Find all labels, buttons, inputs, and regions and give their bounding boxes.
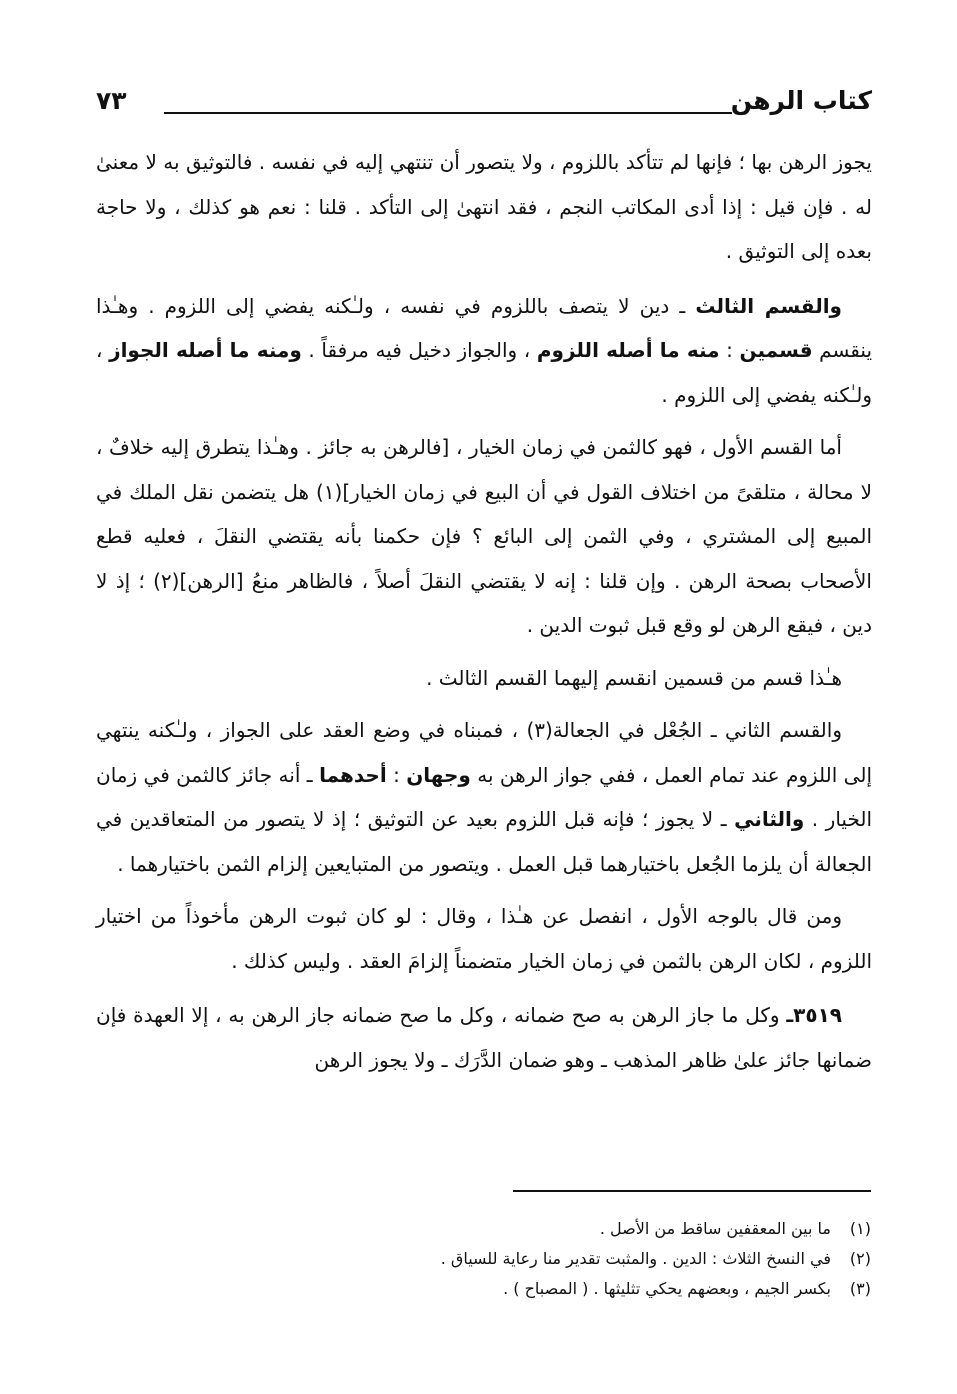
page-header bbox=[96, 82, 872, 126]
paragraph-3 bbox=[96, 425, 872, 648]
paragraph-1 bbox=[96, 140, 872, 274]
emphasis-text: قسمين bbox=[739, 338, 813, 362]
body-text bbox=[96, 140, 872, 1090]
paragraph-4 bbox=[96, 656, 872, 701]
footnote-1 bbox=[271, 1214, 871, 1244]
footnote-text: في النسخ الثلاث : الدين . والمثبت تقدير منا رعاية للسياق . bbox=[440, 1249, 831, 1268]
paragraph-text: : bbox=[719, 338, 740, 362]
paragraph-5 bbox=[96, 708, 872, 886]
section-heading: والقسم الثالث bbox=[695, 293, 842, 318]
paragraph-text: ومن قال بالوجه الأول ، انفصل عن هـٰذا ، وقال : لو كان ثبوت الرهن مأخوذاً من اختيار اللزوم ، لكان الرهن بالثمن في زمان الخيار متضمناً إلزامَ العقد . وليس كذلك . bbox=[96, 904, 872, 973]
footnote-text: بكسر الجيم ، وبعضهم يحكي تثليثها . ( المصباح ) . bbox=[503, 1279, 831, 1298]
emphasis-text: ومنه ما أصله الجواز bbox=[109, 338, 302, 362]
paragraph-text: ، والجواز دخيل فيه مرفقاً . bbox=[301, 338, 537, 362]
paragraph-text: هـٰذا قسم من قسمين انقسم إليهما القسم الثالث . bbox=[426, 665, 842, 690]
footnote-number: (١) bbox=[849, 1219, 871, 1238]
paragraph-text: والقسم الثاني ـ الجُعْل في الجعالة(٣) ، فمبناه في وضع العقد على الجواز ، ولـٰكنه ينتهي إلى اللزوم عند تمام العمل ، ففي جواز الرهن به bbox=[96, 718, 873, 787]
page-number: ٧٣ bbox=[96, 86, 127, 115]
footnote-number: (٢) bbox=[849, 1249, 871, 1268]
paragraph-text: وكل ما جاز الرهن به صح ضمانه ، وكل ما صح ضمانه جاز الرهن به ، إلا العهدة فإن ضمانها جائز علىٰ ظاهر المذهب ـ وهو ضمان الدَّرَك ـ ولا يجوز الرهن bbox=[96, 1003, 872, 1072]
paragraph-text: ، ولـٰكنه يفضي إلى اللزوم . bbox=[96, 338, 872, 407]
header-rule bbox=[164, 112, 732, 114]
paragraph-2 bbox=[96, 284, 872, 418]
paragraph-text: ـ أنه جائز كالثمن في زمان الخيار . bbox=[96, 762, 873, 831]
issue-number: ٣٥١٩ـ bbox=[786, 1003, 842, 1027]
emphasis-text: والثاني bbox=[734, 807, 805, 831]
running-title: كتاب الرهن bbox=[730, 86, 872, 115]
emphasis-text: منه ما أصله اللزوم bbox=[536, 338, 720, 362]
paragraph-text: ـ لا يجوز ؛ فإنه قبل اللزوم بعيد عن التوثيق ؛ إذ لا يتصور من المتعاقدين في الجعالة أن يلزما الجُعل باختيارهما قبل العمل . ويتصور من المتبايعين إلزام الثمن باختيارهما . bbox=[96, 807, 872, 876]
paragraph-text: : bbox=[386, 762, 407, 787]
emphasis-text: وجهان bbox=[406, 762, 471, 787]
paragraph-text: يجوز الرهن بها ؛ فإنها لم تتأكد باللزوم ، ولا يتصور أن تنتهي إليه في نفسه . فالتوثيق به لا معنىٰ له . فإن قيل : إذا أدى المكاتب النجم ، فقد انتهىٰ إلى التأكد . قلنا : نعم هو كذلك ، ولا حاجة بعده إلى التوثيق . bbox=[96, 150, 872, 263]
paragraph-text: ـ دين لا يتصف باللزوم في نفسه ، ولـٰكنه يفضي إلى اللزوم . وهـٰذا ينقسم bbox=[96, 293, 873, 362]
footnote-2 bbox=[271, 1244, 871, 1274]
footnote-number: (٣) bbox=[849, 1279, 871, 1298]
footnote-divider bbox=[513, 1190, 871, 1192]
footnote-3 bbox=[271, 1274, 871, 1304]
paragraph-text: أما القسم الأول ، فهو كالثمن في زمان الخيار ، [فالرهن به جائز . وهـٰذا يتطرق إليه خلافٌ ، لا محالة ، متلقىً من اختلاف القول في أن البيع في زمان الخيار](١) هل يتضمن نقل الملك في المبيع إلى المشتري ، وفي الثمن إلى البائع ؟ فإن حكمنا بأنه يقتضي النقلَ ، فعليه قطع الأصحاب بصحة الرهن . وإن قلنا : إنه لا يقتضي النقلَ أصلاً ، فالظاهر منعُ [الرهن](٢) ؛ إذ لا دين ، فيقع الرهن لو وقع قبل ثبوت الدين . bbox=[96, 435, 872, 637]
footnotes bbox=[271, 1214, 871, 1304]
emphasis-text: أحدهما bbox=[319, 762, 387, 787]
paragraph-6 bbox=[96, 894, 872, 983]
paragraph-7 bbox=[96, 993, 872, 1082]
footnote-text: ما بين المعقفين ساقط من الأصل . bbox=[599, 1219, 831, 1238]
